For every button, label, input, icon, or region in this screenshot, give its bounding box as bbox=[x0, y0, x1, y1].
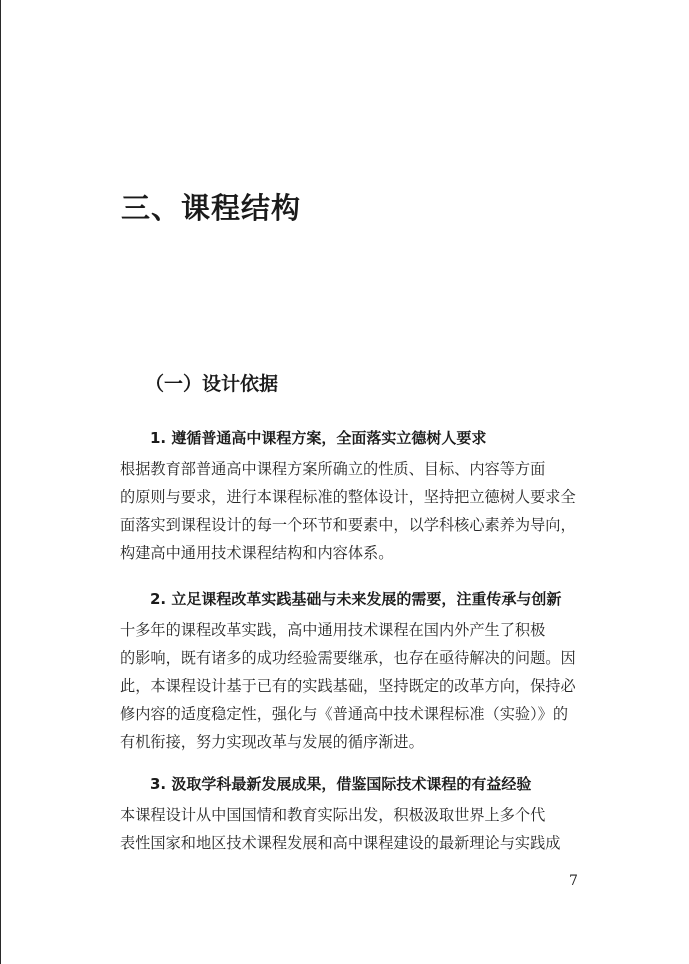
page-number: 7 bbox=[569, 873, 578, 889]
subsection-heading-3: 3. 汲取学科最新发展成果，借鉴国际技术课程的有益经验 bbox=[150, 775, 532, 793]
subsection-paragraph-1 bbox=[120, 455, 590, 567]
paragraph-line: 面落实到课程设计的每一个环节和要素中，以学科核心素养为导向， bbox=[120, 516, 576, 534]
paragraph-line: 本课程设计从中国国情和教育实际出发，积极汲取世界上多个代 bbox=[120, 806, 546, 824]
paragraph-line: 修内容的适度稳定性，强化与《普通高中技术课程标准（实验）》的 bbox=[120, 705, 569, 723]
paragraph-line: 的影响，既有诸多的成功经验需要继承，也存在亟待解决的问题。因 bbox=[120, 649, 576, 667]
page-left-border bbox=[0, 0, 1, 964]
section-title: （一）设计依据 bbox=[145, 373, 279, 395]
chapter-title: 三、课程结构 bbox=[121, 191, 302, 225]
subsection-paragraph-3 bbox=[120, 801, 590, 857]
paragraph-line: 构建高中通用技术课程结构和内容体系。 bbox=[120, 544, 394, 562]
paragraph-line: 的原则与要求，进行本课程标准的整体设计，坚持把立德树人要求全 bbox=[120, 488, 576, 506]
subsection-heading-2: 2. 立足课程改革实践基础与未来发展的需要，注重传承与创新 bbox=[150, 590, 562, 608]
paragraph-line: 十多年的课程改革实践，高中通用技术课程在国内外产生了积极 bbox=[120, 621, 546, 639]
subsection-paragraph-2 bbox=[120, 616, 590, 756]
paragraph-line: 此，本课程设计基于已有的实践基础，坚持既定的改革方向，保持必 bbox=[120, 677, 576, 695]
paragraph-line: 有机衔接，努力实现改革与发展的循序渐进。 bbox=[120, 733, 424, 751]
subsection-heading-1: 1. 遵循普通高中课程方案，全面落实立德树人要求 bbox=[150, 429, 487, 447]
paragraph-line: 表性国家和地区技术课程发展和高中课程建设的最新理论与实践成 bbox=[120, 834, 561, 852]
paragraph-line: 根据教育部普通高中课程方案所确立的性质、目标、内容等方面 bbox=[120, 460, 546, 478]
